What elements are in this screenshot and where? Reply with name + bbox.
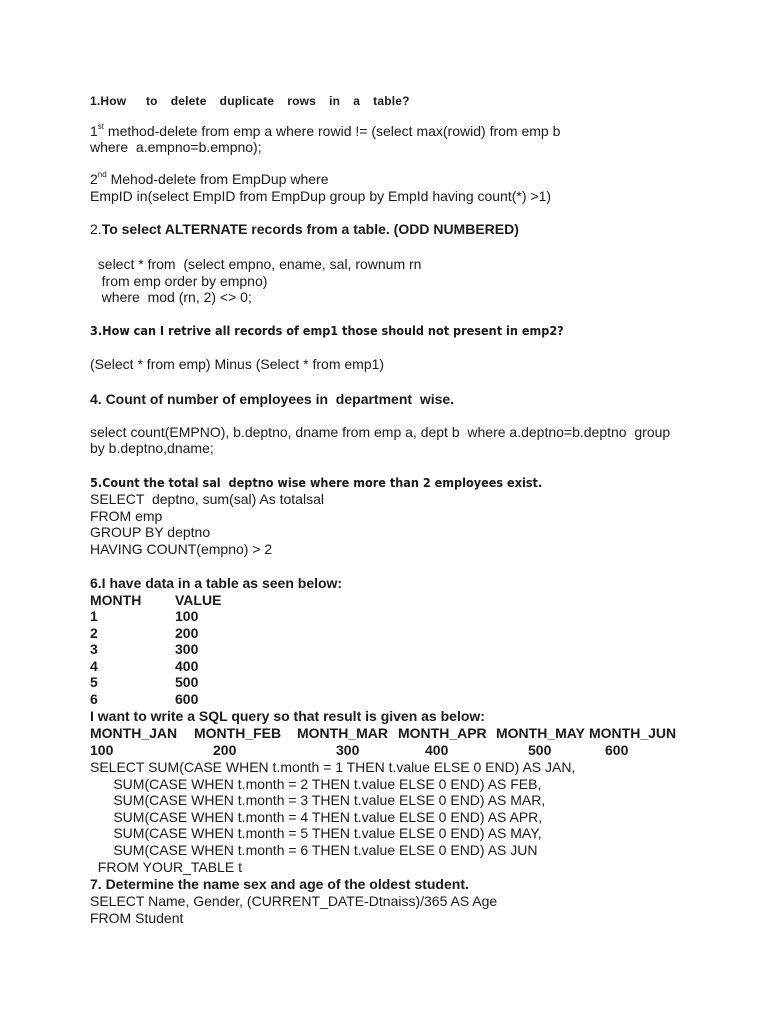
q6-row-month: 1 <box>90 608 98 624</box>
question-7-heading: 7. Determine the name sex and age of the oldest student. <box>90 876 469 892</box>
q6-code-line-3: SUM(CASE WHEN t.month = 3 THEN t.value ELSE 0 END) AS MAR, <box>90 792 546 808</box>
question-1-heading: 1.How to delete duplicate rows in a table? <box>90 94 410 108</box>
q6-result-header-mar: MONTH_MAR <box>297 725 388 741</box>
q1-method-2-line-2: EmpID in(select EmpID from EmpDup group by EmpId having count(*) >1) <box>90 188 552 204</box>
q1-method-1-superscript: st <box>97 122 105 131</box>
q7-code-line-1: SELECT Name, Gender, (CURRENT_DATE-Dtnaiss)/365 AS Age <box>90 893 498 909</box>
q6-code-line-7: FROM YOUR_TABLE t <box>90 859 242 875</box>
q6-result-header-apr: MONTH_APR <box>398 725 487 741</box>
q6-result-value-jun: 600 <box>605 742 629 758</box>
q6-row-value: 500 <box>175 674 199 690</box>
q2-code-line-1: select * from (select empno, ename, sal, rownum rn <box>90 256 422 272</box>
q6-row-value: 200 <box>175 625 199 641</box>
q6-want-text: I want to write a SQL query so that result is given as below: <box>90 708 485 724</box>
q6-result-value-feb: 200 <box>213 742 237 758</box>
q5-code-line-2: FROM emp <box>90 508 163 524</box>
q6-result-value-mar: 300 <box>336 742 360 758</box>
question-5-heading: 5.Count the total sal deptno wise where more than 2 employees exist. <box>90 476 543 490</box>
q6-header-month: MONTH <box>90 592 142 608</box>
question-2-heading-line <box>90 221 519 237</box>
q6-result-value-may: 500 <box>528 742 552 758</box>
q6-result-header-jan: MONTH_JAN <box>90 725 178 741</box>
q6-row-month: 2 <box>90 625 98 641</box>
q1-method-1-number: 1 <box>90 123 98 139</box>
q6-result-value-jan: 100 <box>90 742 114 758</box>
q5-code-line-1: SELECT deptno, sum(sal) As totalsal <box>90 491 324 507</box>
q6-result-header-jun: MONTH_JUN <box>589 725 677 741</box>
q5-code-line-3: GROUP BY deptno <box>90 524 211 540</box>
q2-code-line-2: from emp order by empno) <box>90 273 268 289</box>
question-4-heading: 4. Count of number of employees in department wise. <box>90 391 455 407</box>
q6-code-line-2: SUM(CASE WHEN t.month = 2 THEN t.value ELSE 0 END) AS FEB, <box>90 776 542 792</box>
q6-result-header-feb: MONTH_FEB <box>194 725 282 741</box>
q7-code-line-2: FROM Student <box>90 910 184 926</box>
q1-method-1-text: method-delete from emp a where rowid != (select max(rowid) from emp b <box>104 123 561 139</box>
q6-row-value: 300 <box>175 641 199 657</box>
q6-code-line-5: SUM(CASE WHEN t.month = 5 THEN t.value ELSE 0 END) AS MAY, <box>90 825 542 841</box>
question-3-heading: 3.How can I retrive all records of emp1 those should not present in emp2? <box>90 324 564 338</box>
q6-code-line-6: SUM(CASE WHEN t.month = 6 THEN t.value ELSE 0 END) AS JUN <box>90 842 538 858</box>
q6-result-value-apr: 400 <box>425 742 449 758</box>
q6-row-month: 3 <box>90 641 98 657</box>
q6-row-month: 4 <box>90 658 98 674</box>
q6-header-value: VALUE <box>175 592 222 608</box>
q6-code-line-1: SELECT SUM(CASE WHEN t.month = 1 THEN t.value ELSE 0 END) AS JAN, <box>90 759 576 775</box>
question-2-number: 2. <box>90 221 102 237</box>
q3-answer: (Select * from emp) Minus (Select * from emp1) <box>90 356 385 372</box>
q6-row-value: 600 <box>175 691 199 707</box>
q6-row-month: 6 <box>90 691 98 707</box>
q6-code-line-4: SUM(CASE WHEN t.month = 4 THEN t.value ELSE 0 END) AS APR, <box>90 809 543 825</box>
q1-method-1-line-2: where a.empno=b.empno); <box>90 139 262 155</box>
q2-code-line-3: where mod (rn, 2) <> 0; <box>90 289 252 305</box>
question-2-heading: To select ALTERNATE records from a table. (ODD NUMBERED) <box>101 221 519 237</box>
q1-method-1-line-1 <box>90 123 560 139</box>
q5-code-line-4: HAVING COUNT(empno) > 2 <box>90 541 273 557</box>
q1-method-2-text: Mehod-delete from EmpDup where <box>106 171 329 187</box>
q6-row-month: 5 <box>90 674 98 690</box>
q6-row-value: 400 <box>175 658 199 674</box>
q6-row-value: 100 <box>175 608 199 624</box>
q1-method-2-number: 2 <box>90 171 98 187</box>
q6-result-header-may: MONTH_MAY <box>496 725 585 741</box>
question-6-heading: 6.I have data in a table as seen below: <box>90 575 343 591</box>
q1-method-2-line-1 <box>90 171 328 187</box>
q4-code-line-1: select count(EMPNO), b.deptno, dname from emp a, dept b where a.deptno=b.deptno group <box>90 424 671 440</box>
q1-method-2-superscript: nd <box>97 170 107 179</box>
q4-code-line-2: by b.deptno,dname; <box>90 440 214 456</box>
